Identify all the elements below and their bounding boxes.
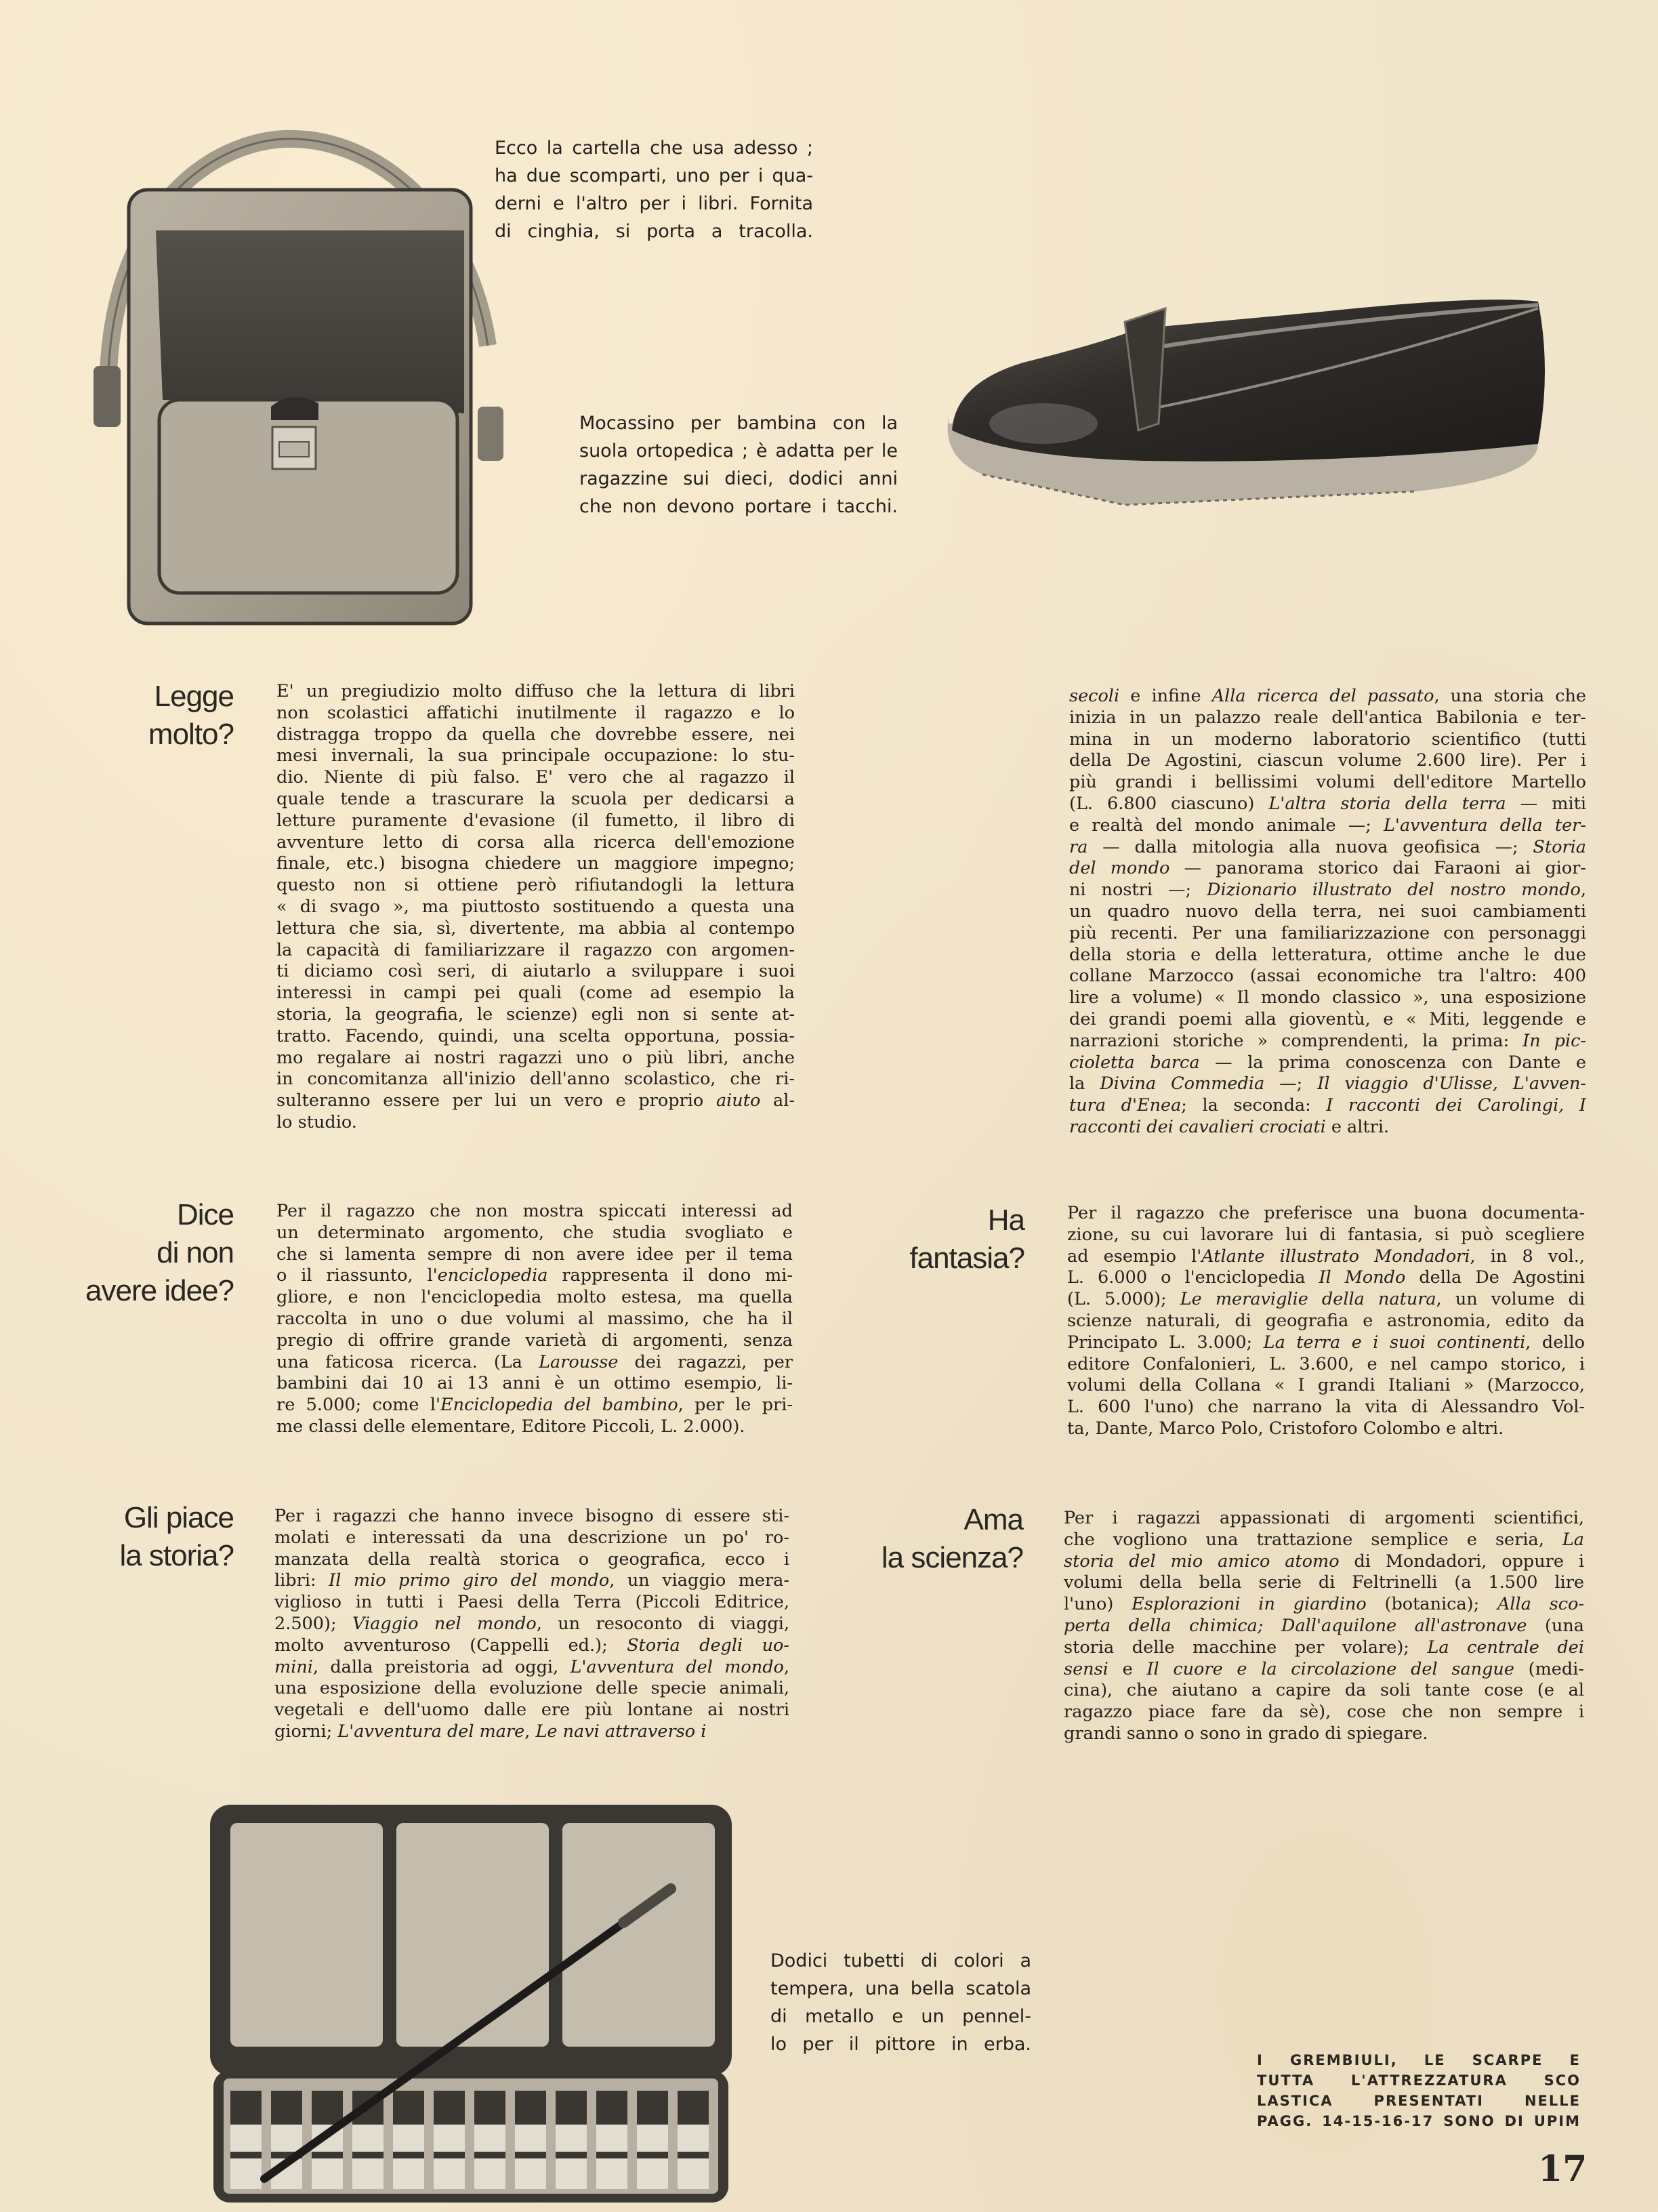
text-line: in concomitanza all'inizio dell'anno scolastico, che ri-: [276, 1069, 795, 1090]
text-line: avventure letto di corsa alla ricerca dell'emozione: [276, 832, 795, 853]
page-number: 17: [1538, 2148, 1588, 2190]
upim-credit-note: [1257, 2050, 1581, 2131]
text-line: L. 600 l'uno) che narrano la vita di Alessandro Vol-: [1067, 1397, 1585, 1418]
text-line: mini, dalla preistoria ad oggi, L'avventura del mondo,: [274, 1656, 789, 1677]
question-line: fantasia?: [909, 1242, 1024, 1275]
paint-tube-band: [596, 2152, 627, 2158]
text-line: storia del mio amico atomo di Mondadori, oppure i: [1064, 1551, 1584, 1572]
paints-caption-line: lo per il pittore in erba.: [770, 2034, 1031, 2055]
paint-tube-cap: [312, 2091, 343, 2125]
text-line: dio. Niente di più falso. E' vero che al ragazzo il: [276, 767, 795, 788]
text-line: ad esempio l'Atlante illustrato Mondadori, in 8 vol.,: [1067, 1246, 1585, 1267]
shoe-photo: [942, 288, 1558, 518]
paint-tube-cap: [515, 2091, 546, 2125]
text-line: più grandi i bellissimi volumi dell'editore Martello: [1069, 772, 1586, 793]
shoe-caption: [579, 409, 898, 520]
paint-tube-band: [637, 2152, 668, 2158]
text-line: collane Marzocco (assai economiche tra l'altro: 400: [1069, 966, 1586, 987]
question-line: la storia?: [119, 1539, 234, 1572]
text-line: quale tende a trascurare la scuola per dedicarsi a: [276, 788, 795, 809]
section-body-legge-molto: [276, 681, 795, 1134]
text-line: volumi della Collana « I grandi Italiani » (Marzocco,: [1067, 1375, 1585, 1396]
bag-caption-line: di cinghia, si porta a tracolla.: [495, 221, 813, 242]
text-line: finale, etc.) bisogna chiedere un maggiore impegno;: [276, 853, 795, 874]
text-line: narrazioni storiche » comprendenti, la prima: In pic-: [1069, 1030, 1586, 1051]
text-line: mina in un moderno laboratorio scientifico (tutti: [1069, 729, 1586, 750]
question-line: Legge: [154, 680, 234, 713]
text-line: ti diciamo così seri, di aiutarlo a sviluppare i suoi: [276, 961, 795, 982]
text-line: cioletta barca — la prima conoscenza con Dante e: [1069, 1052, 1587, 1073]
paint-tube-cap: [637, 2091, 668, 2125]
text-line: mesi invernali, la sua principale occupazione: lo stu-: [276, 745, 795, 766]
paints-caption-line: Dodici tubetti di colori a: [770, 1950, 1031, 1971]
paint-tube-cap: [393, 2091, 424, 2125]
text-line: sulteranno essere per lui un vero e proprio aiuto al-: [276, 1090, 795, 1111]
text-line: distragga troppo da quella che dovrebbe essere, nei: [276, 724, 795, 745]
text-line: gliore, e non l'enciclopedia molto estesa, ma quella: [276, 1287, 793, 1308]
text-line: viglioso in tutti i Paesi della Terra (Piccoli Editrice,: [274, 1592, 789, 1613]
text-line: lettura che sia, sì, divertente, ma abbia al contempo: [276, 918, 795, 939]
section-question-gli-piace-la-storia: [68, 1499, 234, 1575]
text-line: L. 6.000 o l'enciclopedia Il Mondo della De Agostini: [1067, 1267, 1585, 1288]
text-line: « di svago », ma piuttosto sostituendo a questa una: [276, 896, 795, 917]
credit-line: LASTICA PRESENTATI NELLE: [1257, 2093, 1581, 2109]
shoe-caption-line: che non devono portare i tacchi.: [579, 496, 898, 517]
credit-line: PAGG. 14-15-16-17 SONO DI UPIM: [1257, 2113, 1581, 2129]
shoe-caption-line: Mocassino per bambina con la: [579, 413, 898, 434]
paints-caption: [770, 1947, 1031, 2058]
text-line: letture puramente d'evasione (il fumetto, il libro di: [276, 810, 795, 831]
paint-tube-cap: [556, 2091, 587, 2125]
question-line: Gli piace: [123, 1501, 234, 1534]
bag-caption-line: derni e l'altro per i libri. Fornita: [495, 193, 813, 214]
text-line: non scolastici affatichi inutilmente il ragazzo e lo: [276, 702, 795, 723]
text-line: della storia e della letteratura, ottime anche le due: [1069, 944, 1586, 965]
text-line: una esposizione della evoluzione delle specie animali,: [274, 1678, 789, 1699]
text-line: molto avventuroso (Cappelli ed.); Storia degli uo-: [274, 1635, 789, 1656]
text-line: inizia in un palazzo reale dell'antica Babilonia e ter-: [1069, 707, 1586, 728]
text-line: Per il ragazzo che non mostra spiccati interessi ad: [276, 1201, 793, 1221]
text-line: re 5.000; come l'Enciclopedia del bambino, per le pri-: [276, 1395, 793, 1416]
section-body-gli-piace-la-storia: [274, 1506, 789, 1743]
bag-caption-line: ha due scomparti, uno per i qua-: [495, 165, 813, 186]
credit-line: I GREMBIULI, LE SCARPE E: [1257, 2052, 1581, 2068]
text-line: perta della chimica; Dall'aquilone all'astronave (una: [1064, 1615, 1585, 1636]
text-line: più recenti. Per una familiarizzazione con personaggi: [1069, 922, 1586, 943]
text-line: tratto. Facendo, quindi, una scelta opportuna, possia-: [276, 1025, 795, 1046]
text-line: dei grandi poemi alla gioventù, e « Miti, leggende e: [1069, 1008, 1586, 1029]
text-line: questo non si ottiene però rifiutandogli la lettura: [276, 875, 795, 896]
text-line: secoli e infine Alla ricerca del passato, una storia che: [1069, 686, 1586, 706]
text-line: ragazzo piace fare da sè), cose che non sempre i: [1064, 1702, 1584, 1723]
paint-tube-band: [474, 2152, 505, 2158]
paints-caption-line: di metallo e un pennel-: [770, 2006, 1031, 2027]
text-line: (L. 5.000); Le meraviglie della natura, un volume di: [1067, 1289, 1585, 1310]
credit-line: TUTTA L'ATTREZZATURA SCO: [1257, 2072, 1581, 2089]
text-line: ta, Dante, Marco Polo, Cristoforo Colombo e altri.: [1067, 1418, 1504, 1439]
text-line: 2.500); Viaggio nel mondo, un resoconto di viaggi,: [274, 1613, 789, 1634]
text-line: ra — dalla mitologia alla nuova geofisica —; Storia: [1069, 836, 1586, 857]
text-line: libri: Il mio primo giro del mondo, un viaggio mera-: [274, 1570, 789, 1591]
paint-box-icon: [203, 1799, 745, 2206]
text-line: racconti dei cavalieri crociati e altri.: [1069, 1116, 1390, 1137]
moccasin-shoe-icon: [942, 288, 1558, 518]
question-line: molto?: [148, 718, 234, 751]
paint-tube-band: [352, 2152, 384, 2158]
text-line: raccolta in uno o due volumi al massimo, che ha il: [276, 1308, 793, 1329]
text-line: ni nostri —; Dizionario illustrato del nostro mondo,: [1069, 880, 1586, 901]
shoe-caption-line: ragazzine sui dieci, dodici anni: [579, 468, 898, 489]
shoe-caption-line: suola ortopedica ; è adatta per le: [579, 441, 898, 462]
question-line: Ha: [987, 1204, 1024, 1237]
text-line: mo regalare ai nostri ragazzi uno o più libri, anche: [276, 1047, 795, 1068]
text-line: zione, su cui lavorare lui di fantasia, si può scegliere: [1067, 1224, 1585, 1245]
paint-tube-cap: [474, 2091, 505, 2125]
section-body-ama-la-scienza: [1064, 1508, 1584, 1745]
section-question-ha-fantasia: [881, 1202, 1024, 1277]
text-line: editore Confalonieri, L. 3.600, e nel campo storico, i: [1067, 1353, 1585, 1374]
text-line: o il riassunto, l'enciclopedia rappresenta il dono mi-: [276, 1265, 793, 1286]
paint-tube-band: [556, 2152, 587, 2158]
section-body-dice-di-non-avere-idee: [276, 1201, 793, 1438]
paint-tube-band: [230, 2152, 262, 2158]
text-line: del mondo — panorama storico dai Faraoni ai gior-: [1069, 858, 1586, 879]
text-line: Principato L. 3.000; La terra e i suoi continenti, dello: [1067, 1332, 1585, 1353]
section-body-ha-fantasia: [1067, 1203, 1585, 1440]
paints-caption-line: tempera, una bella scatola: [770, 1978, 1031, 1999]
text-line: storia, la geografia, le scienze) egli non si sente at-: [276, 1004, 795, 1025]
text-line: grandi sanno o sono in grado di spiegare.: [1064, 1723, 1428, 1744]
text-line: scienze naturali, di geografia e astronomia, edito da: [1067, 1310, 1585, 1331]
text-line: un determinato argomento, che studia svogliato e: [276, 1222, 793, 1243]
bag-photo: [88, 129, 508, 630]
text-line: che vogliono una trattazione semplice e seria, La: [1064, 1529, 1584, 1550]
text-line: della De Agostini, ciascun volume 2.600 lire). Per i: [1069, 750, 1586, 771]
paint-tube-cap: [230, 2091, 262, 2125]
question-line: la scienza?: [881, 1541, 1023, 1574]
question-line: Ama: [963, 1503, 1023, 1536]
paint-tube-band: [515, 2152, 546, 2158]
question-line: Dice: [176, 1198, 234, 1231]
question-line: avere idee?: [85, 1274, 234, 1307]
question-line: di non: [157, 1236, 234, 1269]
text-line: vegetali e dell'uomo dalle ere più lontane ai nostri: [274, 1700, 789, 1721]
text-line: E' un pregiudizio molto diffuso che la lettura di libri: [276, 681, 795, 701]
section-question-dice-di-non-avere-idee: [41, 1196, 234, 1310]
bag-caption: [495, 134, 813, 245]
section-question-legge-molto: [81, 678, 234, 754]
text-line: interessi in campi pei quali (come ad esempio la: [276, 983, 795, 1004]
text-line: sensi e Il cuore e la circolazione del sangue (medi-: [1064, 1658, 1584, 1679]
paint-tube-band: [434, 2152, 465, 2158]
paint-tube-cap: [434, 2091, 465, 2125]
section-question-ama-la-scienza: [847, 1501, 1023, 1577]
paintbox-photo: [203, 1799, 745, 2206]
paint-tube-cap: [678, 2091, 709, 2125]
text-line: che si lamenta sempre di non avere idee per il tema: [276, 1244, 793, 1265]
text-line: una faticosa ricerca. (La Larousse dei ragazzi, per: [276, 1351, 793, 1372]
paint-tube-cap: [596, 2091, 627, 2125]
text-line: bambini dai 10 ai 13 anni è un ottimo esempio, li-: [276, 1373, 793, 1394]
text-line: Per i ragazzi che hanno invece bisogno di essere sti-: [274, 1506, 789, 1526]
text-line: storia delle macchine per volare); La centrale dei: [1064, 1637, 1584, 1658]
text-line: me classi delle elementare, Editore Piccoli, L. 2.000).: [276, 1416, 745, 1437]
bag-caption-line: Ecco la cartella che usa adesso ;: [495, 138, 813, 159]
shoulder-bag-icon: [88, 129, 508, 630]
paint-tube-band: [678, 2152, 709, 2158]
text-line: pregio di offrire grande varietà di argomenti, senza: [276, 1330, 793, 1351]
paint-tube-cap: [271, 2091, 302, 2125]
text-line: Per i ragazzi appassionati di argomenti scientifici,: [1064, 1508, 1584, 1528]
text-line: e realtà del mondo animale —; L'avventura della ter-: [1069, 815, 1586, 836]
text-line: tura d'Enea; la seconda: I racconti dei Carolingi, I: [1069, 1095, 1586, 1116]
text-line: molati e interessati da una descrizione un po' ro-: [274, 1527, 789, 1548]
text-line: manzata della realtà storica o geografica, ecco i: [274, 1549, 789, 1570]
text-line: un quadro nuovo della terra, nei suoi cambiamenti: [1069, 901, 1586, 922]
text-line: (L. 6.800 ciascuno) L'altra storia della terra — miti: [1069, 793, 1587, 814]
text-line: cina), che aiutano a capire da soli tante cose (e al: [1064, 1680, 1584, 1701]
text-line: la capacità di familiarizzare il ragazzo con argomen-: [276, 939, 795, 960]
text-line: volumi della bella serie di Feltrinelli (a 1.500 lire: [1064, 1572, 1584, 1593]
text-line: giorni; L'avventura del mare, Le navi attraverso i: [274, 1721, 707, 1742]
text-line: l'uno) Esplorazioni in giardino (botanica); Alla sco-: [1064, 1594, 1584, 1615]
paint-tube-band: [312, 2152, 343, 2158]
section-body-continuation: [1069, 686, 1586, 1139]
paint-tube-band: [393, 2152, 424, 2158]
text-line: Per il ragazzo che preferisce una buona documenta-: [1067, 1203, 1585, 1223]
text-line: la Divina Commedia —; Il viaggio d'Ulisse, L'avven-: [1069, 1073, 1586, 1094]
text-line: lo studio.: [276, 1111, 357, 1132]
text-line: lire a volume) « Il mondo classico », una esposizione: [1069, 987, 1586, 1008]
